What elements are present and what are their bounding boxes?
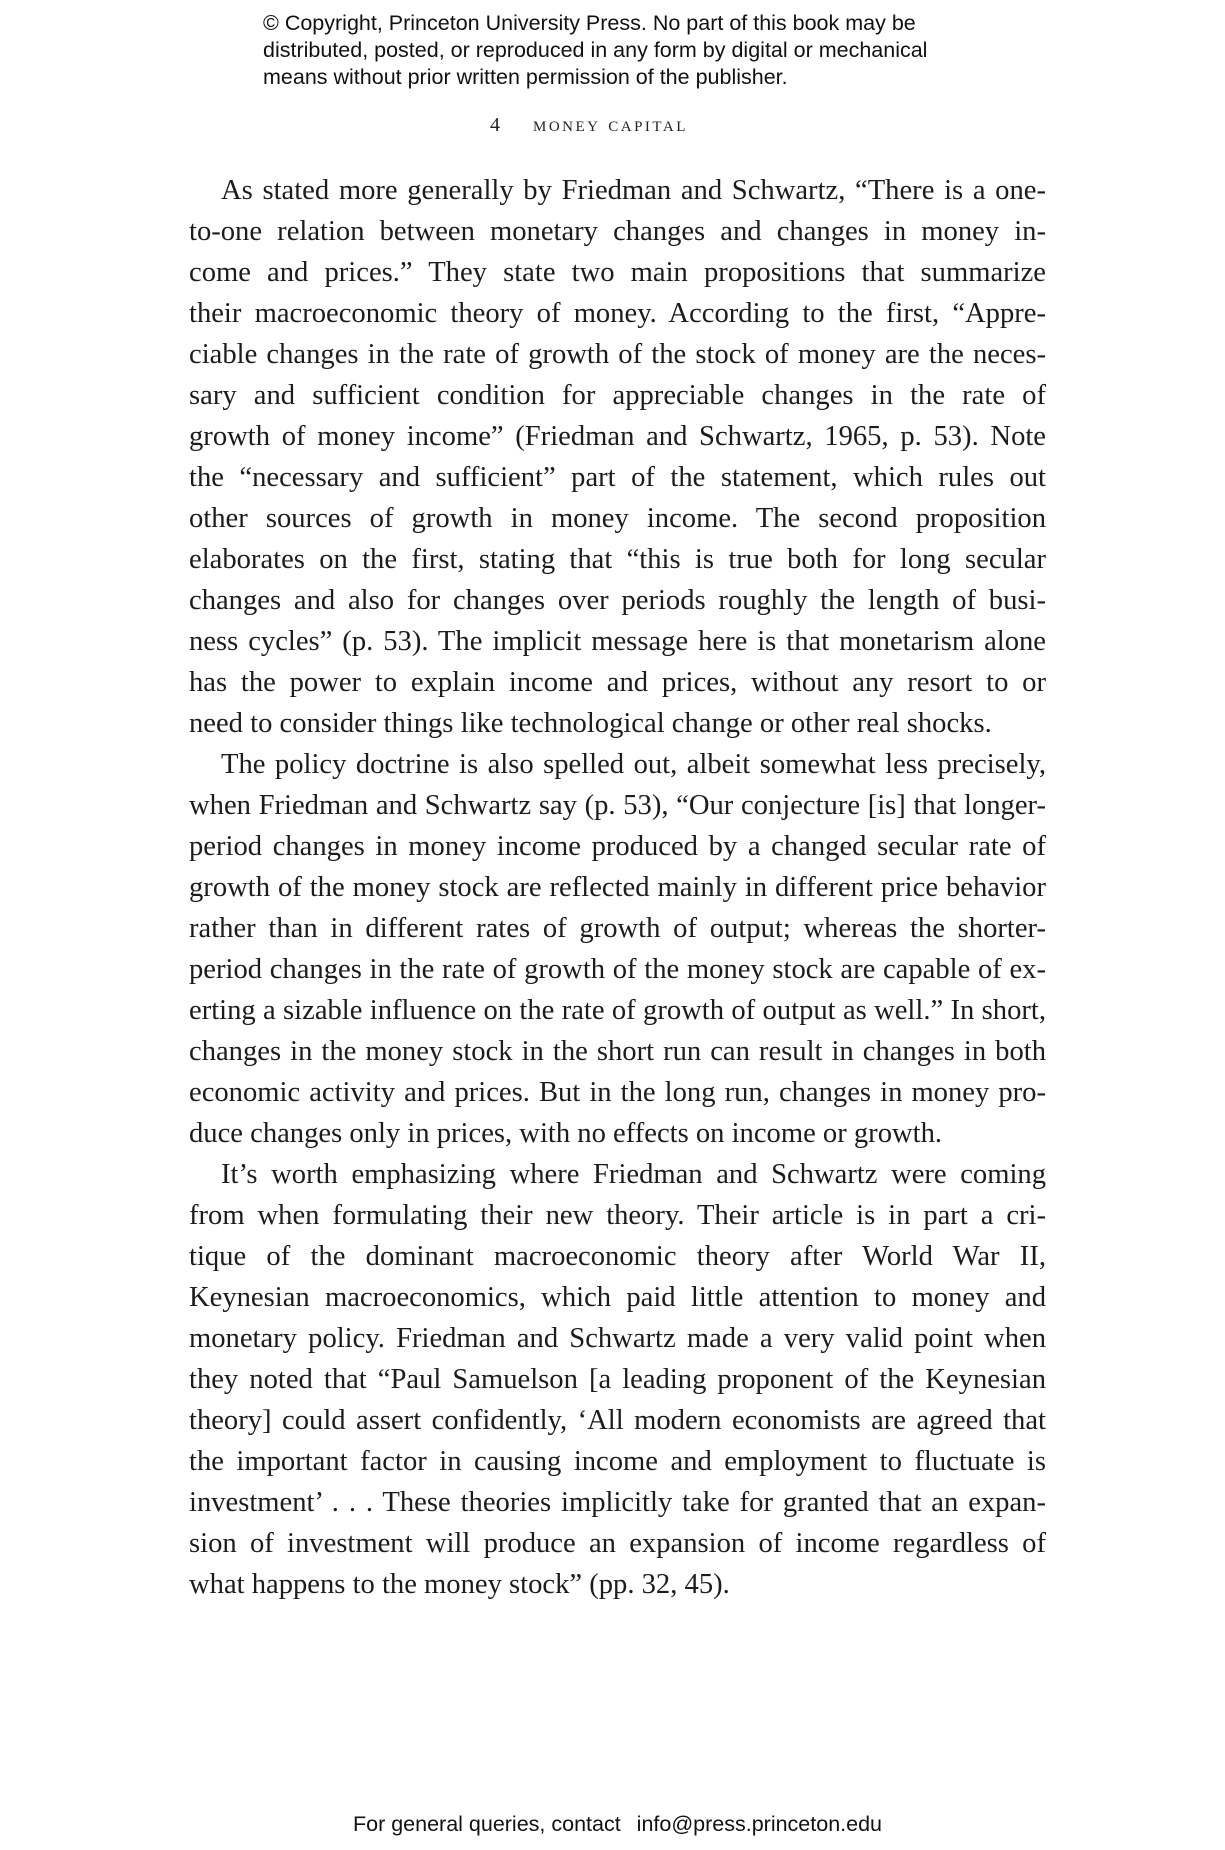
text-line: economic activity and prices. But in the long run, changes in money pro- [189,1077,1046,1108]
text-line: duce changes only in prices, with no effects on income or growth. [189,1118,943,1149]
text-line: their macroeconomic theory of money. According to the first, “Appre- [189,298,1046,329]
copyright-notice [263,10,1023,91]
paragraph [189,1154,1046,1605]
text-line: need to consider things like technological change or other real shocks. [189,708,992,739]
text-line: tique of the dominant macroeconomic theory after World War II, [189,1241,1046,1272]
text-line: when Friedman and Schwartz say (p. 53), “Our conjecture [is] that longer- [189,790,1046,821]
text-line: ciable changes in the rate of growth of the stock of money are the neces- [189,339,1046,370]
text-line: sary and sufficient condition for appreciable changes in the rate of [189,380,1046,411]
copyright-line: distributed, posted, or reproduced in any form by digital or mechanical [263,38,928,62]
text-line: changes and also for changes over periods roughly the length of busi- [189,585,1046,616]
text-line: sion of investment will produce an expansion of income regardless of [189,1528,1046,1559]
text-line: other sources of growth in money income. The second proposition [189,503,1046,534]
text-line: has the power to explain income and prices, without any resort to or [189,667,1046,698]
text-line: to-one relation between monetary changes and changes in money in- [189,216,1046,247]
text-line: what happens to the money stock” (pp. 32, 45). [189,1569,730,1600]
text-line: the important factor in causing income and employment to fluctuate is [189,1446,1046,1477]
text-line: monetary policy. Friedman and Schwartz made a very valid point when [189,1323,1046,1354]
text-line: growth of money income” (Friedman and Schwartz, 1965, p. 53). Note [189,421,1046,452]
copyright-line: © Copyright, Princeton University Press. No part of this book may be [263,11,916,35]
paragraph [189,170,1046,744]
text-line: the “necessary and sufficient” part of the statement, which rules out [189,462,1046,493]
copyright-line: means without prior written permission of the publisher. [263,65,788,89]
text-line: erting a sizable influence on the rate of growth of output as well.” In short, [189,995,1046,1026]
text-line: rather than in different rates of growth of output; whereas the shorter- [189,913,1046,944]
text-line: they noted that “Paul Samuelson [a leading proponent of the Keynesian [189,1364,1046,1395]
body-text [189,170,1046,1605]
text-line: growth of the money stock are reflected mainly in different price behavior [189,872,1046,903]
text-line: It’s worth emphasizing where Friedman and Schwartz were coming [221,1159,1046,1190]
chapter-title: money capital [533,112,688,136]
text-line: The policy doctrine is also spelled out, albeit somewhat less precisely, [221,749,1046,780]
paragraph [189,744,1046,1154]
text-line: period changes in the rate of growth of the money stock are capable of ex- [189,954,1046,985]
text-line: Keynesian macroeconomics, which paid little attention to money and [189,1282,1046,1313]
text-line: come and prices.” They state two main propositions that summarize [189,257,1046,288]
footer [0,1812,1225,1837]
text-line: period changes in money income produced by a changed secular rate of [189,831,1046,862]
text-line: changes in the money stock in the short run can result in changes in both [189,1036,1046,1067]
text-line: theory] could assert confidently, ‘All modern economists are agreed that [189,1405,1046,1436]
text-line: investment’ . . . These theories implicitly take for granted that an expan- [189,1487,1046,1518]
text-line: from when formulating their new theory. Their article is in part a cri- [189,1200,1046,1231]
page-number: 4 [490,114,500,136]
text-line: elaborates on the first, stating that “this is true both for long secular [189,544,1046,575]
text-line: ness cycles” (p. 53). The implicit message here is that monetarism alone [189,626,1046,657]
footer-label: For general queries, contact [352,1812,621,1836]
text-line: As stated more generally by Friedman and Schwartz, “There is a one- [221,175,1046,206]
running-head [490,112,688,137]
contact-email-link[interactable]: info@press.princeton.edu [636,1812,883,1836]
